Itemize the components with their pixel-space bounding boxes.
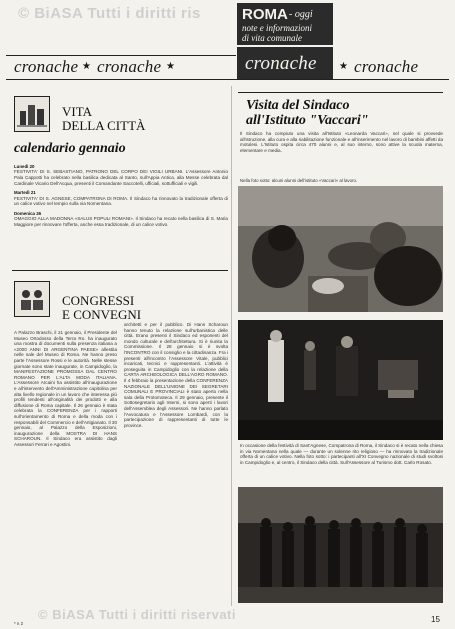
calendar-entries: [14, 164, 228, 227]
roma-title: ROMA: [242, 6, 288, 23]
band-cronache-2: cronache: [97, 57, 162, 76]
roma-line3: di vita comunale: [242, 33, 302, 43]
page-number: 15: [431, 615, 440, 624]
roma-subtitle: - oggi: [289, 9, 313, 20]
congressi-title-2: E CONVEGNI: [62, 307, 142, 322]
watermark-top: © BiASA Tutti i diritti ris: [18, 5, 201, 22]
entry-day: Domenica 26: [14, 210, 42, 216]
vita-title-1: VITA: [62, 104, 93, 119]
calendar-title: calendario gennaio: [14, 141, 126, 156]
entry-text: FESTIVITA' DI S. SEBASTIANO, PATRONO DEL CORPO DEI VIGILI URBANI. L'Assessore Antonio Pala Cappotti ha celebrato nella basilica dedicata al Santo, sull'Appia Antica, alla Messe celebrata dal Cardinale Vicario Dell'Acqua, presenti il Comandante Saccotelli, ufficiali, sottufficiali e vigili.: [14, 169, 228, 186]
congressi-icon: [14, 281, 50, 317]
group-photo: [238, 487, 443, 603]
star-icon: ★: [339, 61, 348, 72]
entry-day: Martedì 21: [14, 190, 36, 196]
visita-body: Il Sindaco ha compiuto una visita all'Istituto «Leonarda Vaccari», nel quale si provvede all'istruzione, alla cura e alla riabilitazione funzionale e all'inserimento nel lavoro di bambini affetti da motulesi. L'Istituto ospita circa 470 alunni e, al suo interno, sono attive la scuola materna, elementare e media.: [240, 131, 443, 153]
vita-icon: [14, 96, 50, 132]
entry-text: OMAGGIO ALLA MADONNA «SALUS POPULI ROMANI». Il Sindaco ha recato nella basilica di S. Maria Maggiore per rinnovare l'offerta, anche essa tradizionale, di un calice votivo.: [14, 216, 228, 227]
band-cronache-3: cronache: [354, 57, 419, 76]
congressi-col-2: architetti e per il pubblico. Di Hans Scharoun hanno tenuto la relazione sull'urbanistica delle città. Erano presenti il Sindaco ed esponenti del mondo culturale e dell'architettura. Si è riunita la Commissione. Il 28 gennaio si è svolta l'INCONTRO con il consiglio e la cittadinanza. Fra i presenti all'incontro l'Assessore Vitale, pubblici incaricati, tecnici e rappresentanti. L'attività è proseguita in Campidoglio con la relazione della CARTA ARCHEOLOGICA DELL'AGRO ROMANO. Il 4 febbraio la presentazione della CONFERENZA NAZIONALE DELL'UNIONE DEI SEGRETARI COMUNALI E PROVINCIALI è stato aperto nella sala della Protomoteca. Il 29 gennaio, presente il Sottosegretario agli Interni, si sono aperti i lavori dell'Assemblea degli Assessori. Ne hanno parlato l'Avvocatura e l'Assessore Lombardi, con la partecipazione di rappresentanti di tutte le province.: [124, 322, 228, 428]
agnese-caption: In occasione della festività di Sant'Agnese, Compatrona di Roma, il Sindaco si è recato nella chiesa in via Nomentana nella quale — durante un solenne rito religioso — ha rinnovato la tradizionale offerta di un calice votivo. Nella foto sotto: i partecipanti all'XI Convegno nazionale di studi svoltosi in Campidoglio e, al centro, il Sindaco della città. Sull'Assessore al Turismo dott. Carlo Rosato.: [240, 443, 443, 465]
roma-cronache: cronache: [245, 53, 317, 74]
star-icon: ★: [82, 61, 91, 72]
entry-text: FESTIVITA' DI S. AGNESE, COMPATRONA DI ROMA. Il Sindaco ha rinnovato la tradizionale offerta di un calice votivo nel tempio sulla via Nomentana.: [14, 195, 228, 207]
congressi-title-1: CONGRESSI: [62, 293, 135, 308]
roma-oggi-box: [237, 3, 333, 79]
visita-title-1: Visita del Sindaco: [246, 98, 350, 113]
entry-day: Lunedì 20: [14, 164, 35, 169]
band-cronache-1: cronache: [14, 57, 79, 76]
congressi-col-1: A Palazzo Braschi, il 21 gennaio, il Presidente del Museo Ortodosso della Terra Ro. ha inaugurato una mostra di documenti sulla presenza italiana a «2000 ANNI DI ARGENTINA PAESE» allestita nelle sale del Museo di Roma. Ne hanno preso parte l'Assessore Rossi e le autorità. Nelle stesse giornate sono state inaugurate, in Campidoglio, la MANIFESTAZIONE PROMOSSA DAL CENTRO ROMANO PER L'ALTA MODA ITALIANA. L'Assessore Arcaini ha assistito all'inaugurazione e all'intervento dell'Amministrazione capitolina per alta livello regionale in un lavoro che interessa più profili tendenti all'originalità dei prodotti e alla diffusione di Roma capitale. Il 26 gennaio è stata celebrata la CONFERENZA per i rapporti sull'orientamento di Roma e della moda con i responsabili del Commercio e dell'Artigianato. Il 30 gennaio, al Palazzo della Esposizioni, inaugurazione della MOSTRA DI HANS SCHAROUN. Il Sindaco era assistito dagli Assessori Ferrari e Agostini.: [14, 330, 117, 447]
footer-mark: * n 2: [14, 621, 24, 626]
watermark-bottom: © BiASA Tutti i diritti riservati: [38, 607, 236, 622]
vita-title-2: DELLA CITTÀ: [62, 118, 146, 133]
vaccari-photo: [238, 186, 443, 312]
visita-caption: Nella foto sotto: alcuni alunni dell'istituto «Vaccari» al lavoro.: [240, 178, 358, 183]
visita-title-2: all'Istituto "Vaccari": [246, 113, 369, 128]
star-icon: ★: [166, 61, 175, 72]
agnese-photo: [238, 320, 443, 440]
roma-line2: note e informazioni: [242, 23, 312, 33]
